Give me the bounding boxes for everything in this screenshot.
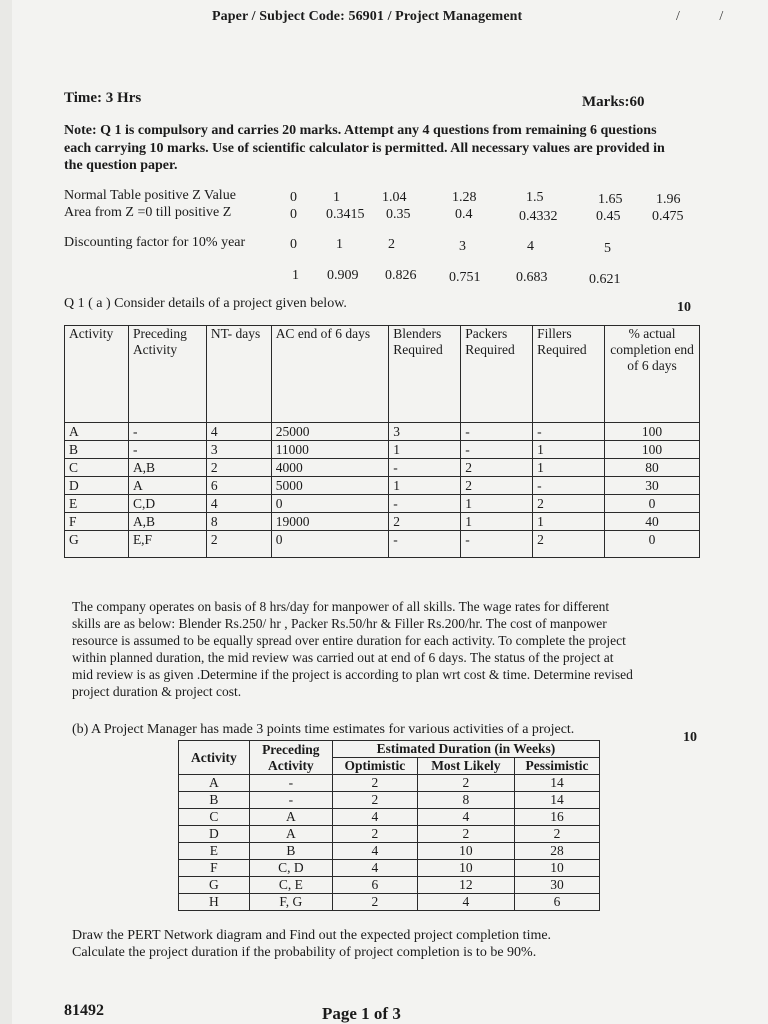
cell: 1 bbox=[533, 513, 605, 531]
discount-year: 0 bbox=[290, 237, 297, 252]
cell: 2 bbox=[461, 459, 533, 477]
cell: - bbox=[389, 495, 461, 513]
footer-code: 81492 bbox=[64, 1002, 104, 1019]
col-pessimistic: Pessimistic bbox=[514, 758, 599, 775]
cell: - bbox=[533, 423, 605, 441]
discount-year: 1 bbox=[336, 237, 343, 252]
cell: 10 bbox=[417, 860, 514, 877]
cell: 14 bbox=[514, 792, 599, 809]
q1b-pert-table bbox=[178, 740, 600, 911]
cell: C, E bbox=[249, 877, 332, 894]
z-value: 1.65 bbox=[598, 192, 623, 207]
cell: A bbox=[179, 775, 250, 792]
cell: 2 bbox=[332, 792, 417, 809]
discount-factor: 0.751 bbox=[449, 270, 481, 285]
table-row bbox=[65, 513, 700, 531]
cell: E,F bbox=[128, 531, 206, 558]
discount-year: 3 bbox=[459, 239, 466, 254]
paper-title: Paper / Subject Code: 56901 / Project Management bbox=[212, 9, 523, 24]
cell: 28 bbox=[514, 843, 599, 860]
cell: 5000 bbox=[271, 477, 389, 495]
cell: 0 bbox=[271, 531, 389, 558]
discount-factor: 0.909 bbox=[327, 268, 359, 283]
corner-marks: / / bbox=[676, 9, 742, 24]
cell: - bbox=[249, 792, 332, 809]
cell: 80 bbox=[605, 459, 700, 477]
exam-marks: Marks:60 bbox=[582, 94, 645, 110]
cell: C, D bbox=[249, 860, 332, 877]
z-value-label: Normal Table positive Z Value bbox=[64, 188, 236, 203]
cell: F bbox=[179, 860, 250, 877]
cell: 4 bbox=[332, 843, 417, 860]
z-value: 1.5 bbox=[526, 190, 544, 205]
table-row bbox=[65, 441, 700, 459]
cell: - bbox=[461, 441, 533, 459]
paragraph-line: skills are as below: Blender Rs.250/ hr , Packer Rs.50/hr & Filler Rs.200/hr. The cost of manpower bbox=[72, 616, 607, 631]
col-optimistic: Optimistic bbox=[332, 758, 417, 775]
cell: H bbox=[179, 894, 250, 911]
z-value: 0 bbox=[290, 190, 297, 205]
page-number: Page 1 of 3 bbox=[322, 1004, 401, 1023]
cell: 2 bbox=[332, 826, 417, 843]
exam-time: Time: 3 Hrs bbox=[64, 90, 142, 106]
cell: A,B bbox=[128, 513, 206, 531]
discount-factor: 0.683 bbox=[516, 270, 548, 285]
table-row bbox=[179, 792, 600, 809]
cell: 14 bbox=[514, 775, 599, 792]
cell: 3 bbox=[389, 423, 461, 441]
cell: 2 bbox=[206, 459, 271, 477]
cell: 11000 bbox=[271, 441, 389, 459]
cell: 1 bbox=[389, 477, 461, 495]
cell: 2 bbox=[514, 826, 599, 843]
cell: 100 bbox=[605, 423, 700, 441]
q1a-paragraph bbox=[72, 598, 712, 700]
cell: 0 bbox=[605, 495, 700, 513]
col-fillers: Fillers Required bbox=[533, 326, 605, 423]
cell: 10 bbox=[417, 843, 514, 860]
q1a-activity-table bbox=[64, 325, 700, 558]
table-row bbox=[179, 775, 600, 792]
cell: 16 bbox=[514, 809, 599, 826]
table-row bbox=[179, 894, 600, 911]
cell: - bbox=[461, 531, 533, 558]
discount-factor: 0.621 bbox=[589, 272, 621, 287]
cell: E bbox=[179, 843, 250, 860]
cell: A bbox=[65, 423, 129, 441]
cell: 2 bbox=[533, 495, 605, 513]
cell: 12 bbox=[417, 877, 514, 894]
cell: C bbox=[179, 809, 250, 826]
col-preceding: Preceding Activity bbox=[249, 741, 332, 775]
cell: 2 bbox=[417, 775, 514, 792]
scan-edge bbox=[0, 0, 12, 1024]
col-completion: % actual completion end of 6 days bbox=[605, 326, 700, 423]
q1b-instruction-1: Draw the PERT Network diagram and Find out the expected project completion time. bbox=[72, 928, 552, 943]
paragraph-line: resource is assumed to be equally spread over entire duration for each activity. To complete the project bbox=[72, 633, 626, 648]
cell: - bbox=[128, 441, 206, 459]
cell: 1 bbox=[533, 441, 605, 459]
cell: E bbox=[65, 495, 129, 513]
cell: 0 bbox=[271, 495, 389, 513]
col-activity: Activity bbox=[65, 326, 129, 423]
z-area-label: Area from Z =0 till positive Z bbox=[64, 205, 232, 220]
cell: - bbox=[389, 459, 461, 477]
cell: 8 bbox=[206, 513, 271, 531]
cell: F, G bbox=[249, 894, 332, 911]
table-row bbox=[179, 843, 600, 860]
cell: 1 bbox=[389, 441, 461, 459]
cell: 4 bbox=[417, 894, 514, 911]
col-blenders: Blenders Required bbox=[389, 326, 461, 423]
cell: 6 bbox=[206, 477, 271, 495]
cell: 30 bbox=[605, 477, 700, 495]
cell: A bbox=[249, 809, 332, 826]
table-row bbox=[179, 877, 600, 894]
cell: D bbox=[179, 826, 250, 843]
discount-year: 4 bbox=[527, 239, 534, 254]
cell: 4 bbox=[332, 809, 417, 826]
cell: C bbox=[65, 459, 129, 477]
table-row bbox=[179, 826, 600, 843]
z-area: 0.4332 bbox=[519, 209, 558, 224]
paragraph-line: The company operates on basis of 8 hrs/day for manpower of all skills. The wage rates for different bbox=[72, 599, 610, 614]
z-area: 0.3415 bbox=[326, 207, 365, 222]
z-value: 1.04 bbox=[382, 190, 407, 205]
q1b-heading: (b) A Project Manager has made 3 points time estimates for various activities of a project. bbox=[72, 722, 575, 737]
cell: 2 bbox=[533, 531, 605, 558]
col-packers: Packers Required bbox=[461, 326, 533, 423]
discount-year: 2 bbox=[388, 237, 395, 252]
cell: D bbox=[65, 477, 129, 495]
cell: 8 bbox=[417, 792, 514, 809]
cell: A bbox=[128, 477, 206, 495]
cell: 1 bbox=[461, 495, 533, 513]
cell: F bbox=[65, 513, 129, 531]
cell: 3 bbox=[206, 441, 271, 459]
z-value: 1 bbox=[333, 190, 340, 205]
cell: B bbox=[65, 441, 129, 459]
exam-note: Note: Q 1 is compulsory and carries 20 marks. Attempt any 4 questions from remaining 6 questions each carrying 10 marks. Use of scientific calculator is permitted. All necessary values are provided in the question paper. bbox=[64, 123, 665, 173]
cell: B bbox=[249, 843, 332, 860]
z-area: 0.45 bbox=[596, 209, 621, 224]
col-estimated-duration: Estimated Duration (in Weeks) bbox=[332, 741, 599, 758]
table-row bbox=[65, 459, 700, 477]
z-area: 0 bbox=[290, 207, 297, 222]
table-row bbox=[65, 423, 700, 441]
table-row bbox=[65, 495, 700, 513]
cell: 40 bbox=[605, 513, 700, 531]
cell: 2 bbox=[389, 513, 461, 531]
col-preceding: Preceding Activity bbox=[128, 326, 206, 423]
cell: 1 bbox=[533, 459, 605, 477]
z-area: 0.4 bbox=[455, 207, 473, 222]
z-value: 1.96 bbox=[656, 192, 681, 207]
q1b-marks: 10 bbox=[683, 730, 697, 745]
cell: 6 bbox=[514, 894, 599, 911]
col-activity: Activity bbox=[179, 741, 250, 775]
cell: - bbox=[389, 531, 461, 558]
col-ac: AC end of 6 days bbox=[271, 326, 389, 423]
col-most-likely: Most Likely bbox=[417, 758, 514, 775]
q1a-heading: Q 1 ( a ) Consider details of a project given below. bbox=[64, 296, 347, 311]
z-area: 0.475 bbox=[652, 209, 684, 224]
cell: 4000 bbox=[271, 459, 389, 477]
q1a-marks: 10 bbox=[677, 300, 691, 315]
table-row bbox=[179, 809, 600, 826]
cell: 0 bbox=[605, 531, 700, 558]
cell: 4 bbox=[206, 495, 271, 513]
paragraph-line: within planned duration, the mid review was carried out at end of 6 days. The status of the project at bbox=[72, 650, 614, 665]
cell: 4 bbox=[332, 860, 417, 877]
cell: 2 bbox=[417, 826, 514, 843]
cell: - bbox=[461, 423, 533, 441]
table-row bbox=[65, 531, 700, 558]
cell: 10 bbox=[514, 860, 599, 877]
cell: 4 bbox=[206, 423, 271, 441]
cell: - bbox=[533, 477, 605, 495]
cell: 6 bbox=[332, 877, 417, 894]
cell: G bbox=[65, 531, 129, 558]
cell: A,B bbox=[128, 459, 206, 477]
cell: G bbox=[179, 877, 250, 894]
cell: - bbox=[128, 423, 206, 441]
cell: 4 bbox=[417, 809, 514, 826]
discount-year: 5 bbox=[604, 241, 611, 256]
cell: 2 bbox=[332, 775, 417, 792]
z-area: 0.35 bbox=[386, 207, 411, 222]
table-row bbox=[65, 477, 700, 495]
cell: B bbox=[179, 792, 250, 809]
cell: C,D bbox=[128, 495, 206, 513]
cell: A bbox=[249, 826, 332, 843]
discount-label: Discounting factor for 10% year bbox=[64, 235, 246, 250]
cell: 19000 bbox=[271, 513, 389, 531]
cell: 25000 bbox=[271, 423, 389, 441]
cell: 2 bbox=[332, 894, 417, 911]
cell: 2 bbox=[461, 477, 533, 495]
cell: - bbox=[249, 775, 332, 792]
table-row bbox=[179, 860, 600, 877]
cell: 100 bbox=[605, 441, 700, 459]
discount-factor: 1 bbox=[292, 268, 299, 283]
q1b-instruction-2: Calculate the project duration if the probability of project completion is to be 90%. bbox=[72, 945, 537, 960]
paragraph-line: project duration & project cost. bbox=[72, 684, 242, 699]
cell: 2 bbox=[206, 531, 271, 558]
col-nt-days: NT- days bbox=[206, 326, 271, 423]
z-value: 1.28 bbox=[452, 190, 477, 205]
cell: 30 bbox=[514, 877, 599, 894]
paragraph-line: mid review is as given .Determine if the project is according to plan wrt cost & time. Determine revised bbox=[72, 667, 633, 682]
discount-factor: 0.826 bbox=[385, 268, 417, 283]
cell: 1 bbox=[461, 513, 533, 531]
